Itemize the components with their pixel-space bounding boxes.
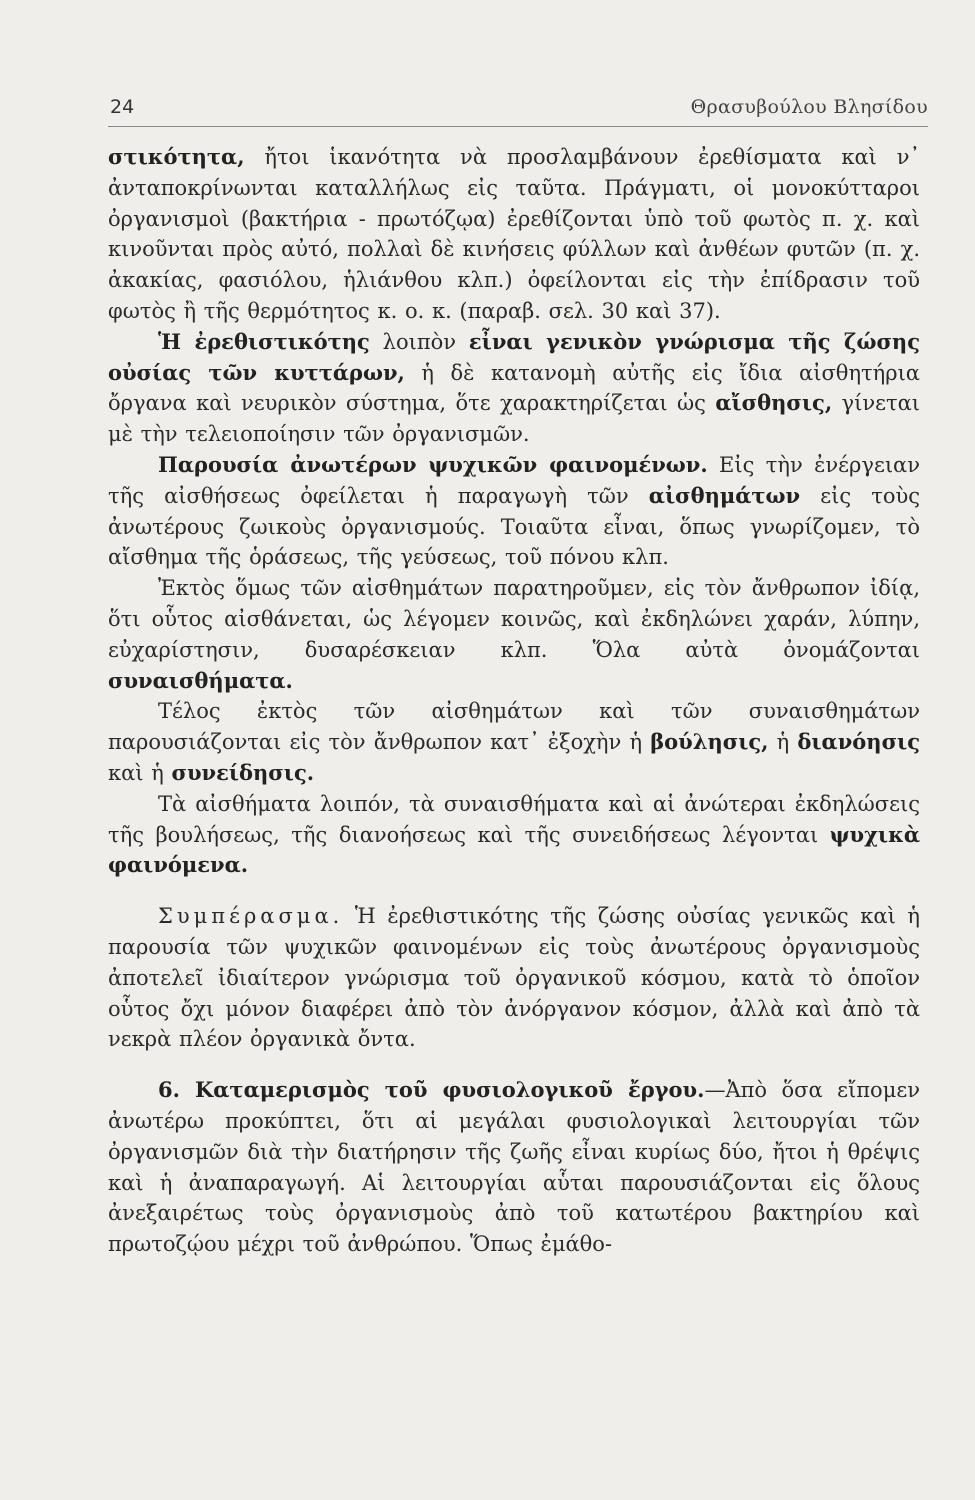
page-body xyxy=(108,142,920,1260)
bold-term: αἴσθησις, xyxy=(715,390,833,416)
running-head: Θρασυβούλου Βλησίδου xyxy=(690,96,928,118)
section-heading: Παρουσία ἀνωτέρων ψυχικῶν φαινομένων. xyxy=(158,451,708,477)
text-run: ἤτοι ἱκανότητα νὰ προσλαμβάνουν ἐρεθίσματα καὶ ν᾽ ἀνταποκρίνωνται καταλλήλως εἰς ταῦτα. Πράγματι, οἱ μονοκύτταροι ὀργανισμοὶ (βακτήρια - πρωτόζῳα) ἐρεθίζονται ὑπὸ τοῦ φωτὸς π. χ. καὶ κινοῦνται πρὸς αὐτό, πολλαὶ δὲ κινήσεις φύλλων καὶ ἀνθέων φυτῶν (π. χ. ἀκακίας, φασιόλου, ἡλιάνθου κλπ.) ὀφείλονται εἰς τὴν ἐπίδρασιν τοῦ φωτὸς ἢ τῆς θερμότητος κ. ο. κ. (παραβ. σελ. 30 καὶ 37). xyxy=(108,145,920,323)
bold-term: εἶναι γενικὸν γνώρισμα τῆς ζώσης οὐσίας τῶν κυττάρων, xyxy=(108,328,920,385)
bold-term: Ἡ ἐρεθιστικότης xyxy=(158,328,370,354)
page-number: 24 xyxy=(110,96,135,118)
page-header xyxy=(108,90,928,127)
paragraph xyxy=(108,450,920,573)
text-run: Εἰς τὴν ἐνέργειαν τῆς αἰσθήσεως ὀφείλεται ἡ παραγωγὴ τῶν xyxy=(108,452,921,508)
bold-term: στικότητα, xyxy=(108,144,245,169)
bold-term: βούλησις, xyxy=(650,729,769,755)
text-run: ἡ δὲ κατανομὴ αὐτῆς εἰς ἴδια αἰσθητήρια ὄργανα καὶ νευρικὸν σύστημα, ὅτε χαρακτηρίζεται ὡς xyxy=(108,360,920,416)
paragraph xyxy=(108,901,920,1055)
section-heading: 6. Καταμερισμὸς τοῦ φυσιολογικοῦ ἔργου. xyxy=(158,1077,705,1103)
conclusion-label: Συμπέρασμα. xyxy=(158,904,344,929)
text-run: καὶ ἡ xyxy=(108,760,172,785)
text-run: Ἐκτὸς ὅμως τῶν αἰσθημάτων παρατηροῦμεν, εἰς τὸν ἄνθρωπον ἰδίᾳ, ὅτι οὗτος αἰσθάνεται, ὡς λέγομεν κοινῶς, καὶ ἐκδηλώνει χαράν, λύπην, εὐχαρίστησιν, δυσαρέσκειαν κλπ. Ὅλα αὐτὰ ὀνομάζονται xyxy=(108,576,920,662)
bold-term: αἰσθημάτων xyxy=(648,482,801,508)
paragraph xyxy=(108,789,920,881)
paragraph xyxy=(108,696,920,788)
text-run: Ἡ ἐρεθιστικότης τῆς ζώσης οὐσίας γενικῶς καὶ ἡ παρουσία τῶν ψυχικῶν φαινομένων εἰς τοὺς ἀνωτέρους ὀργανισμοὺς ἀποτελεῖ ἰδιαίτερον γνώρισμα τοῦ ὀργανικοῦ κόσμου, κατὰ τὸ ὁποῖον οὗτος ὄχι μόνον διαφέρει ἀπὸ τὸν ἀνόργανον κόσμον, ἀλλὰ καὶ ἀπὸ τὰ νεκρὰ πλέον ὀργανικὰ ὄντα. xyxy=(108,904,920,1052)
text-run: γίνεται μὲ τὴν τελειοποίησιν τῶν ὀργανισμῶν. xyxy=(108,391,920,447)
text-run: εἰς τοὺς ἀνωτέρους ζωικοὺς ὀργανισμούς. Τοιαῦτα εἶναι, ὅπως γνωρίζομεν, τὸ αἴσθημα τῆς ὁράσεως, τῆς γεύσεως, τοῦ πόνου κλπ. xyxy=(108,483,920,570)
bold-term: διανόησις xyxy=(797,729,920,755)
bold-term: ψυχικὰ φαινόμενα. xyxy=(108,821,920,878)
paragraph xyxy=(108,1075,920,1260)
bold-term: συναισθήματα. xyxy=(108,667,293,693)
paragraph xyxy=(108,573,920,696)
paragraph xyxy=(108,327,920,450)
text-run: λοιπὸν xyxy=(369,329,469,354)
text-run: Τὰ αἰσθήματα λοιπόν, τὰ συναισθήματα καὶ αἱ ἀνώτεραι ἐκδηλώσεις τῆς βουλήσεως, τῆς διανοήσεως καὶ τῆς συνειδήσεως λέγονται xyxy=(108,791,920,847)
text-run: —Ἀπὸ ὅσα εἴπομεν ἀνωτέρω προκύπτει, ὅτι αἱ μεγάλαι φυσιολογικαὶ λειτουργίαι τῶν ὀργανισμῶν διὰ τὴν διατήρησιν τῆς ζωῆς εἶναι κυρίως δύο, ἤτοι ἡ θρέψις καὶ ἡ ἀναπαραγωγή. Αἱ λειτουργίαι αὗται παρουσιάζονται εἰς ὅλους ἀνεξαιρέτως τοὺς ὀργανισμοὺς ἀπὸ τοῦ κατωτέρου βακτηρίου καὶ πρωτοζῴου μέχρι τοῦ ἀνθρώπου. Ὅπως ἐμάθο- xyxy=(108,1078,920,1257)
bold-term: συνείδησις. xyxy=(171,759,315,785)
paragraph xyxy=(108,142,920,327)
text-run: Τέλος ἐκτὸς τῶν αἰσθημάτων καὶ τῶν συναισθημάτων παρουσιάζονται εἰς τὸν ἄνθρωπον κατ᾽ ἐξοχὴν ἡ xyxy=(108,699,920,755)
text-run: ἡ xyxy=(768,730,798,755)
